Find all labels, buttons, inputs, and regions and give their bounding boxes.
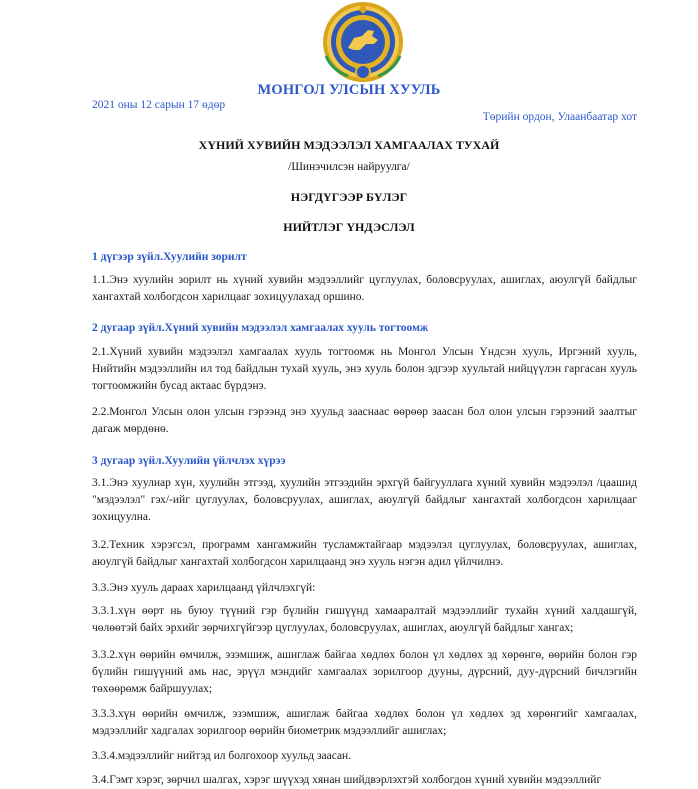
law-date: 2021 оны 12 сарын 17 өдөр [92, 99, 226, 111]
law-place: Төрийн ордон, Улаанбаатар хот [482, 111, 637, 123]
paragraph-2-2: 2.2.Монгол Улсын олон улсын гэрээнд энэ хуульд зааснаас өөрөөр заасан бол олон улсын гэрээний заалтыг дагаж мөрдөнө. [92, 406, 637, 435]
paragraph-2-1: 2.1.Хүний хувийн мэдээлэл хамгаалах хууль тогтоомж нь Монгол Улсын Үндсэн хууль, Иргэний хууль, Нийтийн мэдээллийн ил тод байдлын тухай хууль, энэ хууль болон эдгээр хуультай нийцүүлэн гаргасан хууль тогтоомжийн бусад актаас бүрдэнэ. [92, 346, 637, 392]
chapter-number: НЭГДҮГЭЭР БҮЛЭГ [290, 190, 408, 204]
article-3-heading: 3 дугаар зүйл.Хуулийн үйлчлэх хүрээ [92, 455, 286, 467]
document-subtitle: /Шинэчилсэн найруулга/ [288, 161, 410, 173]
law-title: МОНГОЛ УЛСЫН ХУУЛЬ [257, 82, 441, 98]
paragraph-3-3-3: 3.3.3.хүн өөрийн өмчилж, эзэмшиж, ашиглаж байгаа хөдлөх болон үл хөдлөх эд хөрөнгийг хамгаалах, мэдээллийг хадгалах зорилгоор өөрийн биометрик мэдээллийг ашиглах; [92, 708, 637, 737]
chapter-title: НИЙТЛЭГ ҮНДЭСЛЭЛ [283, 220, 415, 234]
article-2-heading: 2 дугаар зүйл.Хүний хувийн мэдээлэл хамгаалах хууль тогтоомж [92, 322, 429, 334]
state-emblem-icon [318, 0, 408, 84]
paragraph-3-3: 3.3.Энэ хууль дараах харилцаанд үйлчлэхгүй: [92, 582, 316, 594]
paragraph-3-2: 3.2.Техник хэрэгсэл, программ хангамжийн тусламжтайгаар мэдээлэл цуглуулах, боловсруулах, ашиглах, аюулгүй байдлыг хангахтай холбогдсон харилцаанд энэ хууль нэгэн адил үйлчилнэ. [92, 539, 637, 568]
paragraph-1-1: 1.1.Энэ хуулийн зорилт нь хүний хувийн мэдээллийг цуглуулах, боловсруулах, ашиглах, аюулгүй байдлыг хангахтай холбогдсон харилцааг зохицуулахад оршино. [92, 274, 637, 303]
paragraph-3-3-1: 3.3.1.хүн өөрт нь буюу түүний гэр бүлийн гишүүнд хамааралтай мэдээллийг тухайн хүний халдашгүй, чөлөөтэй байх эрхийг зөрчихгүйгээр цуглуулах, боловсруулах, ашиглах, аюулгүй байдлыг хангах; [92, 605, 637, 634]
article-1-heading: 1 дүгээр зүйл.Хуулийн зорилт [92, 251, 247, 263]
paragraph-3-4: 3.4.Гэмт хэрэг, зөрчил шалгах, хэрэг шүүхэд хянан шийдвэрлэхтэй холбогдон хүний хувийн мэдээллийг [92, 774, 602, 786]
paragraph-3-1: 3.1.Энэ хуулиар хүн, хуулийн этгээд, хуулийн этгээдийн эрхгүй байгууллага хүний хувийн мэдээлэл /цаашид "мэдээлэл" гэх/-ийг цуглуулах, боловсруулах, ашиглах, аюулгүй байдлыг хангахтай холбогдсон харилцааг зохицуулна. [92, 477, 637, 523]
paragraph-3-3-4: 3.3.4.мэдээллийг нийтэд ил болгохоор хуульд заасан. [92, 750, 352, 762]
document-title: ХҮНИЙ ХУВИЙН МЭДЭЭЛЭЛ ХАМГААЛАХ ТУХАЙ [198, 138, 500, 152]
paragraph-3-3-2: 3.3.2.хүн өөрийн өмчилж, эзэмшиж, ашиглаж байгаа хөдлөх болон үл хөдлөх эд хөрөнгө, өөрийн болон гэр бүлийн гишүүний амь нас, эрүүл мэндийг хамгаалах зорилгоор дууны, дүрсний, дуу-дүрсний бичлэгийн төхөөрөмж байршуулах; [92, 649, 637, 695]
